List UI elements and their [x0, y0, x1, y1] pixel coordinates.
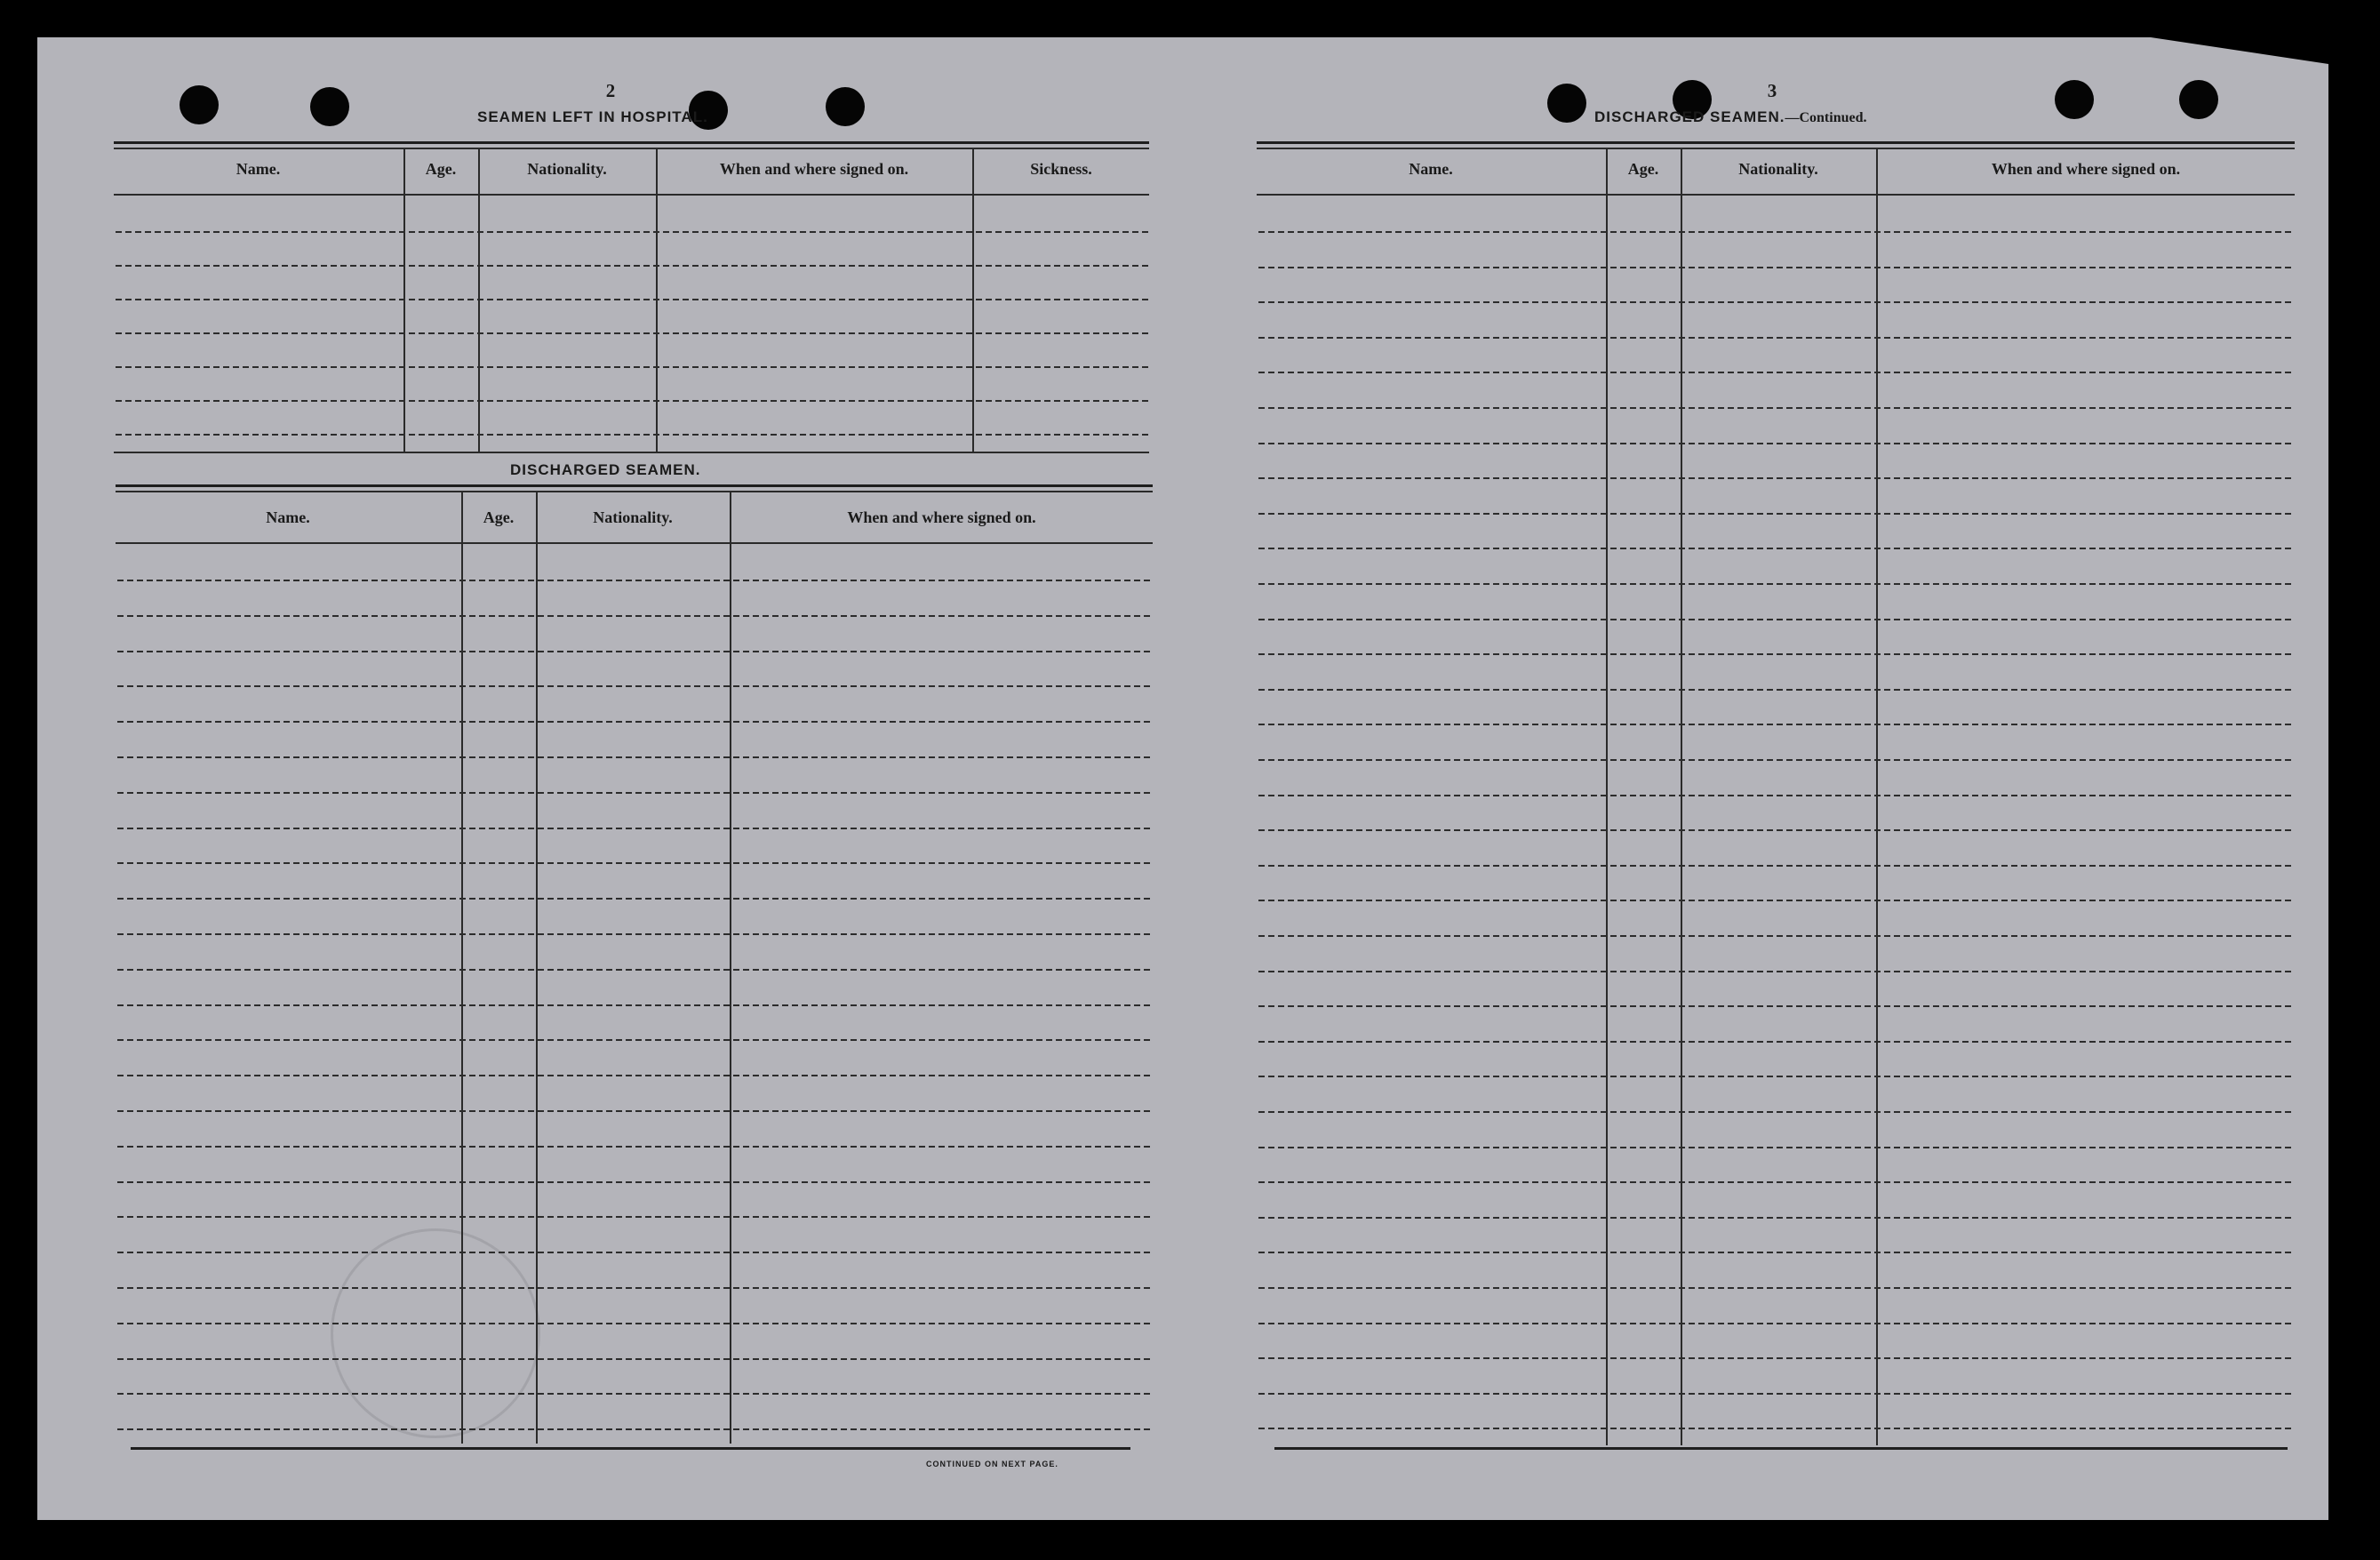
column-header-age: Age. [1627, 160, 1659, 178]
table-row [117, 1181, 1151, 1183]
punch-hole [2179, 80, 2218, 119]
section-title-discharged: DISCHARGED SEAMEN. [510, 461, 701, 478]
table-row [1258, 1252, 2293, 1253]
table-row [116, 265, 1148, 267]
section-title-discharged-continued [1594, 108, 1867, 126]
column-header-nationality: Nationality. [1738, 160, 1818, 178]
punch-hole [1547, 84, 1586, 123]
table-row [1258, 267, 2293, 268]
table-row [117, 756, 1151, 758]
table-row [1258, 407, 2293, 409]
header-rule [1257, 194, 2295, 196]
table-top-rule [116, 484, 1153, 487]
table-top-rule [114, 141, 1149, 144]
table-row [1258, 971, 2293, 972]
document-sheet [37, 37, 2328, 1520]
column-header-name: Name. [266, 508, 310, 526]
table-row [1258, 829, 2293, 831]
punch-hole [2055, 80, 2094, 119]
column-divider [1681, 148, 1682, 1445]
table-row [116, 332, 1148, 334]
table-row [1258, 337, 2293, 339]
table-row [117, 1287, 1151, 1289]
table-row [117, 898, 1151, 900]
table-row [1258, 795, 2293, 796]
table-row [1258, 443, 2293, 444]
table-top-rule [114, 148, 1149, 149]
column-header-name: Name. [1409, 160, 1453, 178]
table-row [117, 1004, 1151, 1006]
table-row [1258, 513, 2293, 515]
table-row [117, 862, 1151, 864]
table-row [1258, 1147, 2293, 1148]
header-rule [114, 194, 1149, 196]
table-row [1258, 1323, 2293, 1324]
column-header-name: Name. [236, 160, 281, 178]
table-bottom-rule [1274, 1447, 2288, 1450]
table-bottom-rule [114, 452, 1149, 453]
table-row [117, 1075, 1151, 1076]
table-row [116, 231, 1148, 233]
table-row [1258, 548, 2293, 549]
clipped-corner [2151, 37, 2328, 64]
table-row [116, 434, 1148, 436]
table-row [1258, 231, 2293, 233]
table-row [1258, 619, 2293, 620]
table-top-rule [116, 491, 1153, 492]
column-header-nationality: Nationality. [527, 160, 607, 178]
table-row [117, 1110, 1151, 1112]
table-row [1258, 1428, 2293, 1429]
column-header-age: Age. [483, 508, 515, 526]
table-row [117, 933, 1151, 935]
column-header-signed-on: When and where signed on. [847, 508, 1036, 526]
table-row [1258, 900, 2293, 901]
table-row [1258, 1357, 2293, 1359]
section-title-suffix: —Continued. [1785, 110, 1867, 125]
table-top-rule [1257, 141, 2295, 144]
table-row [117, 721, 1151, 723]
table-row [117, 828, 1151, 829]
column-header-sickness: Sickness. [1030, 160, 1092, 178]
table-top-rule [1257, 148, 2295, 149]
table-row [117, 1146, 1151, 1148]
table-row [1258, 372, 2293, 373]
table-row [117, 651, 1151, 652]
table-row [117, 1216, 1151, 1218]
column-divider [461, 491, 463, 1444]
table-row [117, 1252, 1151, 1253]
table-row [1258, 301, 2293, 303]
table-row [1258, 759, 2293, 761]
continued-footer: CONTINUED ON NEXT PAGE. [926, 1460, 1058, 1468]
table-row [117, 1323, 1151, 1324]
page-number: 2 [605, 80, 616, 101]
table-row [1258, 583, 2293, 585]
table-row [117, 615, 1151, 617]
column-divider [1606, 148, 1608, 1445]
table-row [1258, 1041, 2293, 1043]
column-divider [1876, 148, 1878, 1445]
table-row [117, 1428, 1151, 1430]
table-row [1258, 689, 2293, 691]
table-row [1258, 477, 2293, 479]
column-divider [536, 491, 538, 1444]
table-row [116, 299, 1148, 300]
column-header-signed-on: When and where signed on. [719, 160, 909, 178]
table-row [1258, 1217, 2293, 1219]
table-row [117, 1039, 1151, 1041]
table-row [117, 685, 1151, 687]
table-row [1258, 1181, 2293, 1183]
page-number: 3 [1767, 80, 1777, 101]
column-header-nationality: Nationality. [593, 508, 673, 526]
table-row [117, 792, 1151, 794]
punch-hole [180, 85, 219, 124]
section-title-hospital: SEAMEN LEFT IN HOSPITAL. [477, 108, 708, 125]
header-rule [116, 542, 1153, 544]
table-row [1258, 724, 2293, 725]
column-header-age: Age. [425, 160, 457, 178]
table-row [117, 969, 1151, 971]
table-row [117, 1393, 1151, 1395]
table-row [1258, 865, 2293, 867]
faded-stamp [331, 1228, 540, 1438]
table-row [1258, 935, 2293, 937]
table-row [117, 580, 1151, 581]
table-row [116, 366, 1148, 368]
table-row [117, 1358, 1151, 1360]
column-header-signed-on: When and where signed on. [1991, 160, 2181, 178]
column-divider [730, 491, 731, 1444]
table-bottom-rule [131, 1447, 1130, 1450]
table-row [116, 400, 1148, 402]
punch-hole [826, 87, 865, 126]
punch-hole [310, 87, 349, 126]
section-title-text: DISCHARGED SEAMEN. [1594, 108, 1785, 125]
table-row [1258, 1393, 2293, 1395]
table-row [1258, 653, 2293, 655]
table-row [1258, 1111, 2293, 1113]
table-row [1258, 1005, 2293, 1007]
table-row [1258, 1076, 2293, 1077]
table-row [1258, 1287, 2293, 1289]
